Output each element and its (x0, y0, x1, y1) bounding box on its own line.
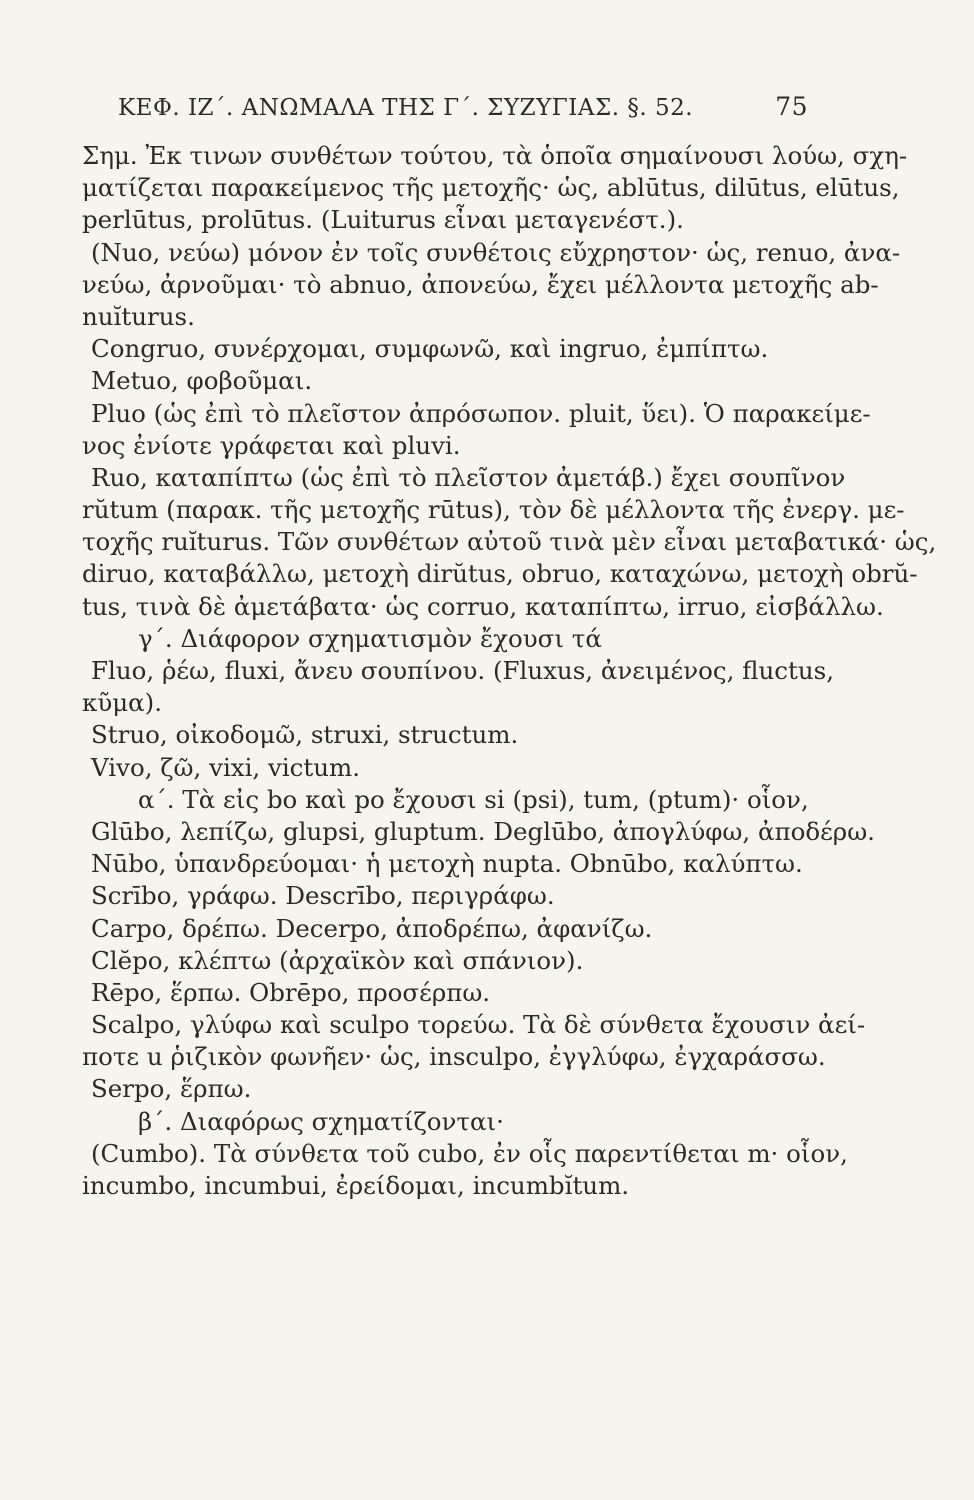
text-line: ποτε u ῥιζικὸν φωνῆεν· ὡς, insculpo, ἐγγλύφω, ἐγχαράσσω. (82, 1042, 826, 1072)
text-line: Clĕpo, κλέπτω (ἀρχαϊκὸν καὶ σπάνιον). (91, 945, 584, 975)
text-line: diruo, καταβάλλω, μετοχὴ dirŭtus, obruo, καταχώνω, μετοχὴ obrŭ- (82, 559, 918, 589)
text-line: Nūbo, ὑπανδρεύομαι· ἡ μετοχὴ nupta. Obnūbo, καλύπτω. (91, 849, 803, 879)
text-line: (Nuo, νεύω) μόνον ἐν τοῖς συνθέτοις εὔχρηστον· ὡς, renuo, ἀνα- (91, 237, 901, 267)
text-line: Metuo, φοβοῦμαι. (91, 366, 313, 396)
running-header (118, 92, 808, 121)
text-line: Serpo, ἕρπω. (91, 1074, 252, 1104)
text-line: νεύω, ἀρνοῦμαι· τὸ abnuo, ἀπονεύω, ἔχει μέλλοντα μετοχῆς ab- (82, 269, 879, 299)
section-heading: β΄. Διαφόρως σχηματίζονται· (138, 1106, 504, 1136)
text-line: Struo, οἰκοδομῶ, struxi, structum. (91, 720, 519, 750)
text-line: Congruo, συνέρχομαι, συμφωνῶ, καὶ ingruo, ἐμπίπτω. (91, 334, 769, 364)
text-line: Ruo, καταπίπτω (ὡς ἐπὶ τὸ πλεῖστον ἀμετάβ.) ἔχει σουπῖνον (91, 462, 846, 492)
text-line: tus, τινὰ δὲ ἀμετάβατα· ὡς corruo, καταπίπτω, irruo, εἰσβάλλω. (82, 591, 884, 621)
text-line: Glūbo, λεπίζω, glupsi, gluptum. Deglūbo, ἀπογλύφω, ἀποδέρω. (91, 816, 875, 846)
text-body (82, 140, 937, 1202)
section-heading: α΄. Τὰ εἰς bo καὶ po ἔχουσι si (psi), tum, (ptum)· οἷον, (138, 784, 809, 814)
text-line: ματίζεται παρακείμενος τῆς μετοχῆς· ὡς, ablūtus, dilūtus, elūtus, (82, 173, 900, 203)
text-line: Scalpo, γλύφω καὶ sculpo τορεύω. Τὰ δὲ σύνθετα ἔχουσιν ἀεί- (91, 1010, 866, 1040)
text-line: incumbo, incumbui, ἐρείδομαι, incumbĭtum. (82, 1171, 630, 1200)
running-title: ΚΕΦ. ΙΖ΄. ΑΝΩΜΑΛΑ ΤΗΣ Γ΄. ΣΥΖΥΓΙΑΣ. §. 52. (118, 95, 694, 121)
text-line: τοχῆς ruĭturus. Τῶν συνθέτων αὐτοῦ τινὰ μὲν εἶναι μεταβατικά· ὡς, (82, 527, 937, 557)
text-line: nuĭturus. (82, 301, 195, 331)
text-line: νος ἐνίοτε γράφεται καὶ pluvi. (82, 430, 461, 460)
text-line: rŭtum (παρακ. τῆς μετοχῆς rūtus), τὸν δὲ μέλλοντα τῆς ἐνεργ. με- (82, 495, 905, 525)
section-heading: γ΄. Διάφορον σχηματισμὸν ἔχουσι τά (138, 623, 602, 653)
text-line: Fluo, ῥέω, fluxi, ἄνευ σουπίνου. (Fluxus, ἀνειμένος, fluctus, (91, 656, 834, 685)
text-line: perlūtus, prolūtus. (Luiturus εἶναι μεταγενέστ.). (82, 205, 684, 235)
text-line: κῦμα). (82, 688, 163, 718)
page-number: 75 (775, 92, 808, 121)
text-line: Vivo, ζῶ, vixi, victum. (91, 752, 361, 782)
text-line: Rēpo, ἕρπω. Obrēpo, προσέρπω. (91, 977, 491, 1007)
text-line: Pluo (ὡς ἐπὶ τὸ πλεῖστον ἀπρόσωπον. pluit, ὕει). Ὁ παρακείμε- (91, 398, 871, 428)
text-line: Carpo, δρέπω. Decerpo, ἀποδρέπω, ἀφανίζω. (91, 913, 653, 943)
text-line: Σημ. Ἐκ τινων συνθέτων τούτου, τὰ ὁποῖα σημαίνουσι λούω, σχη- (82, 141, 908, 170)
text-line: (Cumbo). Τὰ σύνθετα τοῦ cubo, ἐν οἷς παρεντίθεται m· οἷον, (91, 1138, 848, 1168)
text-line: Scrībo, γράφω. Descrībo, περιγράφω. (91, 881, 555, 911)
